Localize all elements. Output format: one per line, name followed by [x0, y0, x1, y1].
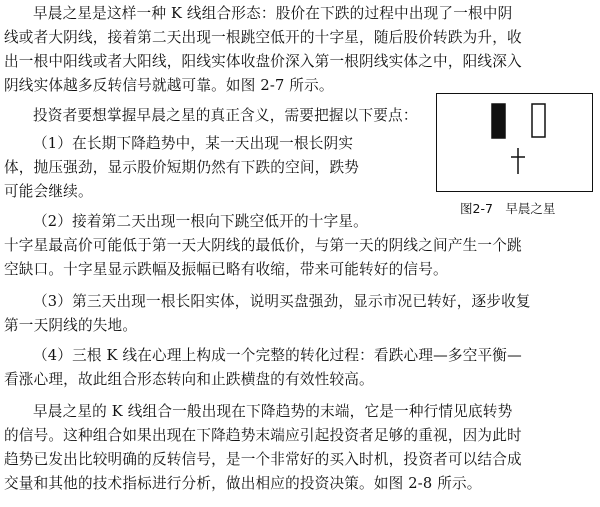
text-line: （3）第三天出现一根长阳实体，说明买盘强劲，显示市况已转好，逐步收复	[33, 293, 531, 310]
text-line: 早晨之星是这样一种 K 线组合形态：股价在下跌的过程中出现了一根中阴	[33, 5, 513, 22]
point-1-paragraph	[4, 132, 434, 204]
intro-paragraph	[4, 2, 600, 98]
text-line: （4）三根 K 线在心理上构成一个完整的转化过程：看跌心理—多空平衡—	[33, 347, 522, 364]
text-line: 十字星最高价可能低于第一天大阴线的最低价，与第一天的阴线之间产生一个跳	[4, 237, 522, 254]
text-line: 投资者要想掌握早晨之星的真正含义，需要把握以下要点：	[33, 107, 418, 124]
figure-caption: 图2-7 早晨之星	[460, 201, 556, 216]
text-line: （2）接着第二天出现一根向下跳空低开的十字星。	[33, 213, 368, 230]
text-line: （1）在长期下降趋势中，某一天出现一根长阴实	[33, 135, 354, 152]
bullish-candle	[532, 104, 545, 137]
text-line: 可能会继续。	[4, 183, 93, 200]
text-line: 的信号。这种组合如果出现在下降趋势末端应引起投资者足够的重视，因为此时	[4, 427, 522, 444]
bearish-candle	[492, 104, 505, 138]
morning-star-chart	[437, 94, 591, 190]
text-line: 空缺口。十字星显示跌幅及振幅已略有收缩，带来可能转好的信号。	[4, 261, 448, 278]
doji-candle	[511, 148, 525, 174]
point-4-paragraph	[4, 344, 600, 392]
text-line: 早晨之星的 K 线组合一般出现在下降趋势的末端，它是一种行情见底转势	[33, 403, 513, 420]
points-intro-paragraph	[4, 104, 434, 128]
point-3-paragraph	[4, 290, 600, 338]
text-line: 阴线实体越多反转信号就越可靠。如图 2-7 所示。	[4, 77, 334, 94]
text-line: 第一天阴线的失地。	[4, 317, 138, 334]
figure-2-7	[436, 93, 593, 192]
text-line: 趋势已发出比较明确的反转信号，是一个非常好的买入时机，投资者可以结合成	[4, 451, 522, 468]
text-line: 体，抛压强劲，显示股价短期仍然有下跌的空间，跌势	[4, 159, 360, 176]
text-line: 交量和其他的技术指标进行分析，做出相应的投资决策。如图 2-8 所示。	[4, 475, 482, 492]
text-line: 看涨心理，故此组合形态转向和止跌横盘的有效性较高。	[4, 371, 374, 388]
conclusion-paragraph	[4, 400, 600, 496]
point-2-paragraph	[4, 210, 600, 282]
text-line: 出一根中阳线或者大阳线，阳线实体收盘价深入第一根阴线实体之中，阳线深入	[4, 53, 522, 70]
text-line: 线或者大阴线，接着第二天出现一根跳空低开的十字星，随后股价转跌为升，收	[4, 29, 522, 46]
